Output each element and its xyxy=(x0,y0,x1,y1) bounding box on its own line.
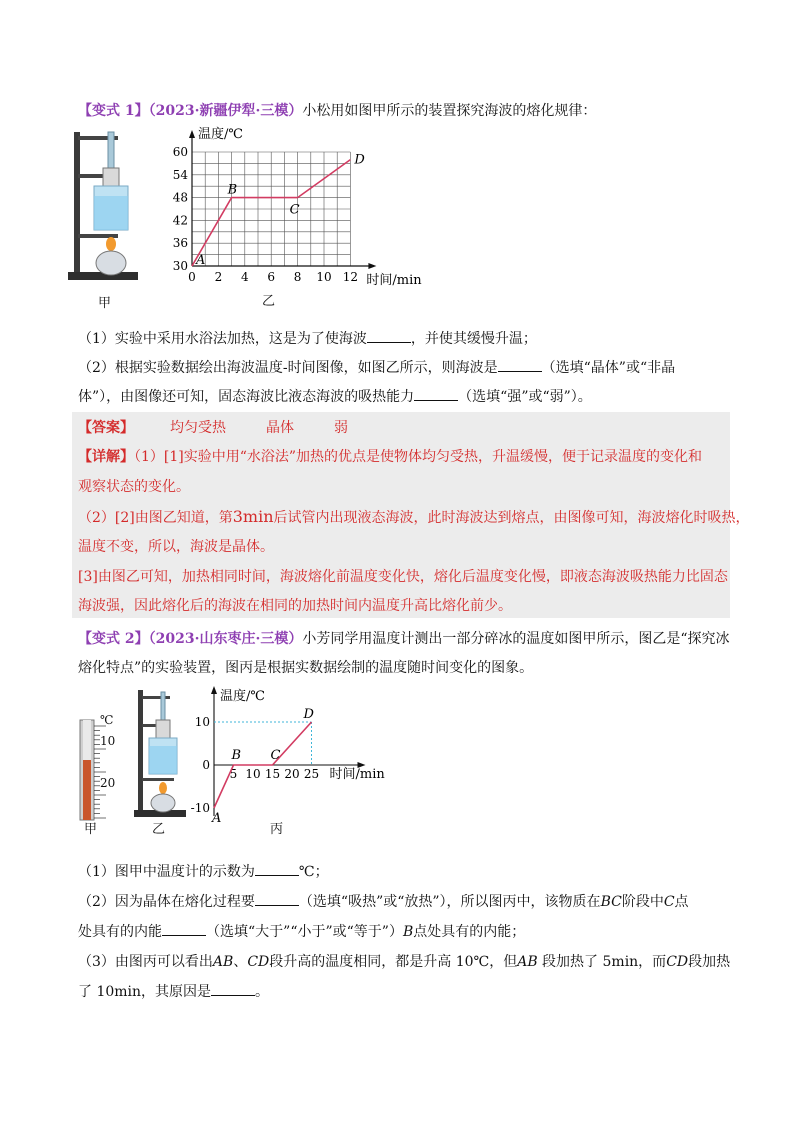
v2-tag: 【变式 2】 xyxy=(78,631,149,647)
y-tick-label: -10 xyxy=(190,801,210,815)
v2-q2-cont: 处具有的内能 （选填“大于”“小于”或“等于”）B点处具有的内能； xyxy=(78,924,526,940)
v2-fig-yi-label: 乙 xyxy=(152,822,166,837)
x-tick-label: 0 xyxy=(188,270,196,284)
y-tick-label: 42 xyxy=(172,213,188,228)
y-tick-label: 0 xyxy=(202,758,210,772)
point-label: D xyxy=(303,707,314,722)
y-tick-label: 10 xyxy=(194,715,210,729)
flame xyxy=(159,782,167,794)
v1-header xyxy=(78,101,596,121)
v1-detail-3b: 海波强，因此熔化后的海波在相同的加热时间内温度升高比熔化前少。 xyxy=(78,598,512,614)
v1-tag: 【变式 1】 xyxy=(78,103,149,119)
v1-q2-cont: 体”），由图像还可知，固态海波比液态海波的吸热能力 （选填“强”或“弱”）。 xyxy=(78,389,592,405)
v2-header xyxy=(78,629,730,649)
v1-fig-yi-label: 乙 xyxy=(262,294,276,309)
v1-stem: 小松用如图甲所示的装置探究海波的熔化规律： xyxy=(302,103,597,119)
v1-detail-1: 【详解】（1）[1]实验中用“水浴法”加热的优点是使物体均匀受热，升温缓慢，便于记录温度的变化和 xyxy=(78,449,703,465)
y-axis-arrow xyxy=(211,686,217,694)
v2-stem: 小芳同学用温度计测出一部分碎冰的温度如图甲所示，图乙是“探究冰 xyxy=(302,631,730,647)
v1-fig-jia-label: 甲 xyxy=(98,296,112,311)
x-tick-label: 6 xyxy=(267,270,276,284)
x-axis-label: 时间/min xyxy=(366,273,422,288)
point-label: C xyxy=(289,202,300,218)
thermometer-liquid xyxy=(83,760,91,820)
answer-tag: 【答案】 xyxy=(78,420,134,436)
x-axis-arrow xyxy=(368,263,376,269)
v2-thermometer-figure xyxy=(76,712,136,822)
answer-blank[interactable] xyxy=(498,371,542,372)
x-tick-label: 5 xyxy=(229,767,238,781)
x-tick-label: 2 xyxy=(214,270,223,284)
answer-blank[interactable] xyxy=(162,935,206,936)
y-tick-label: 54 xyxy=(172,167,188,182)
y-axis-label: 温度/℃ xyxy=(220,689,265,704)
stand-rod xyxy=(74,132,80,276)
y-axis-label: 温度/℃ xyxy=(198,127,243,142)
v1-detail-3: [3]由图乙可知，加热相同时间，海波熔化前温度变化快，熔化后温度变化慢，即液态海波吸热能力比固态 xyxy=(78,569,728,585)
v2-q3-cont: 了 10min，其原因是 。 xyxy=(78,984,270,1000)
v2-q3: （3）由图丙可以看出AB、CD段升高的温度相同，都是升高 10℃，但AB 段加热了 5min，而CD段加热 xyxy=(78,954,731,970)
v1-q2: （2）根据实验数据绘出海波温度-时间图像，如图乙所示，则海波是 （选填“晶体”或“非晶 xyxy=(78,360,676,376)
detail-tag: 【详解】 xyxy=(78,449,134,465)
point-label: C xyxy=(270,748,281,763)
v1-detail-1b: 观察状态的变化。 xyxy=(78,479,190,495)
point-label: D xyxy=(354,152,365,168)
flame xyxy=(106,237,116,251)
y-tick-label: 36 xyxy=(172,236,188,251)
x-tick-label: 8 xyxy=(293,270,302,284)
v1-detail-2b: 温度不变，所以，海波是晶体。 xyxy=(78,539,274,555)
y-tick-label: 48 xyxy=(172,190,188,205)
ring-support xyxy=(142,778,174,781)
v2-stem-cont: 熔化特点”的实验装置，图丙是根据实数据绘制的温度随时间变化的图象。 xyxy=(78,660,534,676)
x-tick-label: 12 xyxy=(342,270,359,284)
point-label: A xyxy=(212,811,222,826)
v2-temperature-time-graph xyxy=(188,684,398,826)
x-tick-label: 10 xyxy=(316,270,332,284)
x-tick-label: 10 xyxy=(245,767,261,781)
point-label: A xyxy=(196,253,206,268)
y-tick-label: 60 xyxy=(172,145,188,159)
thermometer-tick-label: 10 xyxy=(100,734,116,748)
answer-blank[interactable] xyxy=(255,875,299,876)
v1-source: （2023·新疆伊犁·三模） xyxy=(148,103,303,119)
v2-q1: （1）图甲中温度计的示数为 ℃； xyxy=(78,864,329,880)
clamp-arm xyxy=(142,696,170,699)
v2-apparatus-figure xyxy=(134,686,194,820)
y-axis-arrow xyxy=(189,130,195,138)
thermometer-unit: ℃ xyxy=(100,713,114,727)
x-tick-label: 4 xyxy=(240,270,249,284)
point-label: B xyxy=(227,182,238,198)
v1-q1: （1）实验中采用水浴法加热，这是为了使海波 ，并使其缓慢升温； xyxy=(78,331,537,347)
v2-fig-bing-label: 丙 xyxy=(270,822,284,837)
v1-temperature-time-graph xyxy=(160,127,422,298)
v2-q2: （2）因为晶体在熔化过程要 （选填“吸热”或“放热”），所以图丙中，该物质在BC阶段中C点 xyxy=(78,894,689,910)
x-axis-label: 时间/min xyxy=(329,767,385,782)
v2-source: （2023·山东枣庄·三模） xyxy=(148,631,303,647)
alcohol-lamp xyxy=(151,794,175,812)
thermometer-tick-label: 20 xyxy=(100,776,116,790)
x-tick-label: 25 xyxy=(303,767,320,781)
y-tick-label: 30 xyxy=(172,259,188,273)
stand-rod xyxy=(138,690,143,812)
point-label: B xyxy=(231,748,242,763)
v1-apparatus-figure xyxy=(66,126,146,286)
v2-fig-jia-label: 甲 xyxy=(84,822,98,837)
x-tick-label: 20 xyxy=(284,767,300,781)
v1-answer: 【答案】 均匀受热 晶体 弱 xyxy=(78,420,348,436)
v1-detail-2: （2）[2]由图乙知道，第3min后试管内出现液态海波，此时海波达到熔点，由图像可知，海波熔化时吸热， xyxy=(78,507,750,526)
answer-blank[interactable] xyxy=(367,342,411,343)
answer-blank[interactable] xyxy=(255,905,299,906)
alcohol-lamp xyxy=(96,251,126,275)
x-tick-label: 15 xyxy=(264,767,281,781)
answer-blank[interactable] xyxy=(211,995,255,996)
answer-blank[interactable] xyxy=(414,400,458,401)
